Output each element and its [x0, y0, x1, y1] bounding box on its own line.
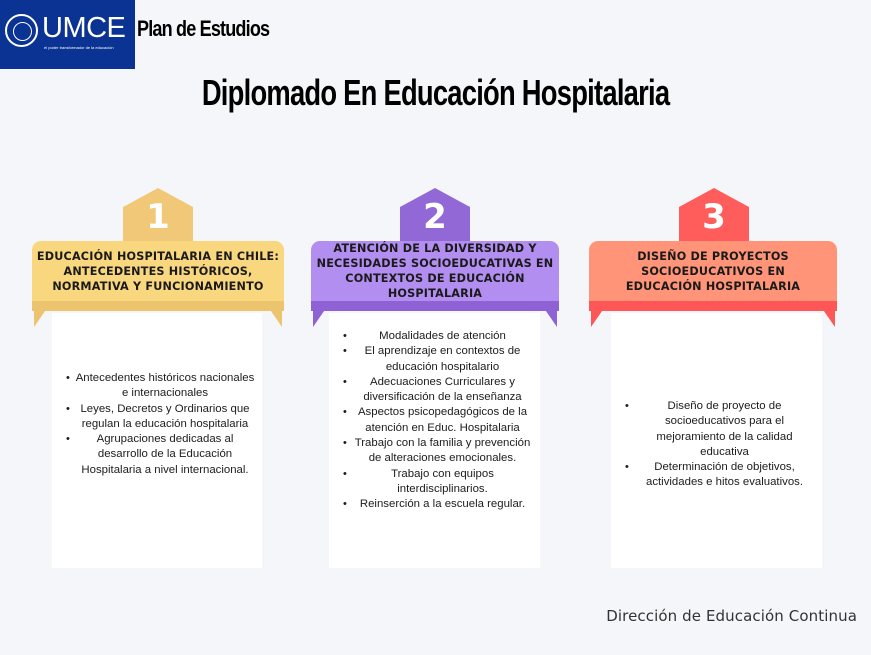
module-2-number: 2	[423, 197, 447, 237]
module-1-fold-left	[34, 301, 52, 327]
topic-item: • Diseño de proyecto de socioeducativos para el mejoramiento de la calidad educativa	[611, 399, 822, 460]
module-1-fold-right	[264, 301, 282, 327]
module-3-number: 3	[702, 197, 726, 237]
umce-logo	[0, 0, 135, 69]
module-3-card	[611, 313, 822, 568]
module-3-band	[589, 301, 837, 311]
module-2-band	[311, 301, 559, 311]
module-2-fold-right	[539, 301, 557, 327]
topic-item: • Reinserción a la escuela regular.	[329, 497, 540, 512]
topic-item: • Antecedentes históricos nacionales e internacionales	[52, 371, 262, 402]
module-1-heading: EDUCACIÓN HOSPITALARIA EN CHILE: ANTECEDENTES HISTÓRICOS, NORMATIVA Y FUNCIONAMIENTO	[32, 241, 284, 301]
logo-text: UMCE	[42, 12, 126, 44]
module-3-fold-left	[591, 301, 609, 327]
page-title: Diplomado En Educación Hospitalaria	[201, 72, 670, 113]
topic-item: • Determinación de objetivos, actividades e hitos evaluativos.	[611, 460, 822, 491]
topic-item: • Trabajo con equipos interdisciplinarios.	[329, 467, 540, 498]
topic-item: • Modalidades de atención	[329, 329, 540, 344]
module-1-topics	[52, 313, 262, 478]
module-3-topics	[611, 313, 822, 491]
footer-department: Dirección de Educación Continua	[606, 607, 857, 625]
topic-item: • Trabajo con la familia y prevención de alteraciones emocionales.	[329, 436, 540, 467]
module-2-topics	[329, 313, 540, 513]
module-1-card	[52, 313, 262, 568]
module-1-number: 1	[146, 197, 170, 237]
module-2-card	[329, 313, 540, 568]
logo-tagline: el poder transformador de la educación	[44, 45, 114, 50]
module-1-band	[32, 301, 284, 311]
topic-item: • El aprendizaje en contextos de educación hospitalario	[329, 344, 540, 375]
topic-item: • Leyes, Decretos y Ordinarios que regulan la educación hospitalaria	[52, 402, 262, 433]
module-3-heading: DISEÑO DE PROYECTOS SOCIOEDUCATIVOS EN EDUCACIÓN HOSPITALARIA	[589, 241, 837, 301]
topic-item: • Aspectos psicopedagógicos de la atención en Educ. Hospitalaria	[329, 405, 540, 436]
topic-item: • Adecuaciones Curriculares y diversificación de la enseñanza	[329, 375, 540, 406]
university-seal-icon	[5, 14, 38, 47]
topic-item: • Agrupaciones dedicadas al desarrollo de la Educación Hospitalaria a nivel internacional.	[52, 432, 262, 478]
plan-label: Plan de Estudios	[137, 16, 270, 41]
module-2-heading: ATENCIÓN DE LA DIVERSIDAD Y NECESIDADES SOCIOEDUCATIVAS EN CONTEXTOS DE EDUCACIÓN HOSPITALARIA	[311, 241, 559, 301]
